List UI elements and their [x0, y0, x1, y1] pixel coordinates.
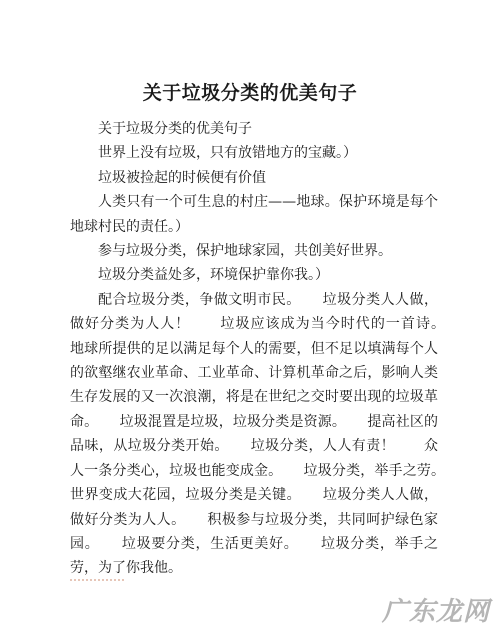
paragraph: 配合垃圾分类，争做文明市民。 垃圾分类人人做，做好分类为人人！ 垃圾应该成为当今时代的一首诗。 地球所提供的足以满足每个人的需要，但不足以填满每个人的欲壑继农业革命、工业革命、计算机革命之后，影响人类生存发展的又一次浪潮，将是在世纪之交时要出现的垃圾革命。 垃圾混置是垃圾，垃圾分类是资源。 提高社区的品味，从垃圾分类开始。 垃圾分类，人人有责！ 众人一条分类心，垃圾也能变成金。 垃圾分类，举手之劳。 世界变成大花园，垃圾分类是关键。 垃圾分类人人做，做好分类为人人。 积极参与垃圾分类，共同呵护绿色家园。 垃圾要分类，生活更美好。 垃圾分类，举手之劳，为了你我他。	[70, 291, 466, 577]
paragraph: 垃圾被捡起的时候便有价值	[98, 169, 266, 186]
paragraph: 垃圾分类益处多，环境保护靠你我。）	[98, 267, 329, 284]
paragraph: 关于垃圾分类的优美句子	[98, 121, 252, 137]
document-body	[70, 117, 466, 581]
document-title: 关于垃圾分类的优美句子	[142, 82, 358, 104]
paragraph: 参与垃圾分类，保护地球家园，共创美好世界。	[98, 243, 392, 260]
watermark-logo: 广东龙网	[381, 597, 490, 627]
paragraph: 世界上没有垃圾，只有放错地方的宝藏。）	[98, 145, 357, 162]
paragraph: 人类只有一个可生息的村庄——地球。保护环境是每个地球村民的责任。）	[70, 194, 438, 235]
footer-divider	[70, 579, 124, 581]
